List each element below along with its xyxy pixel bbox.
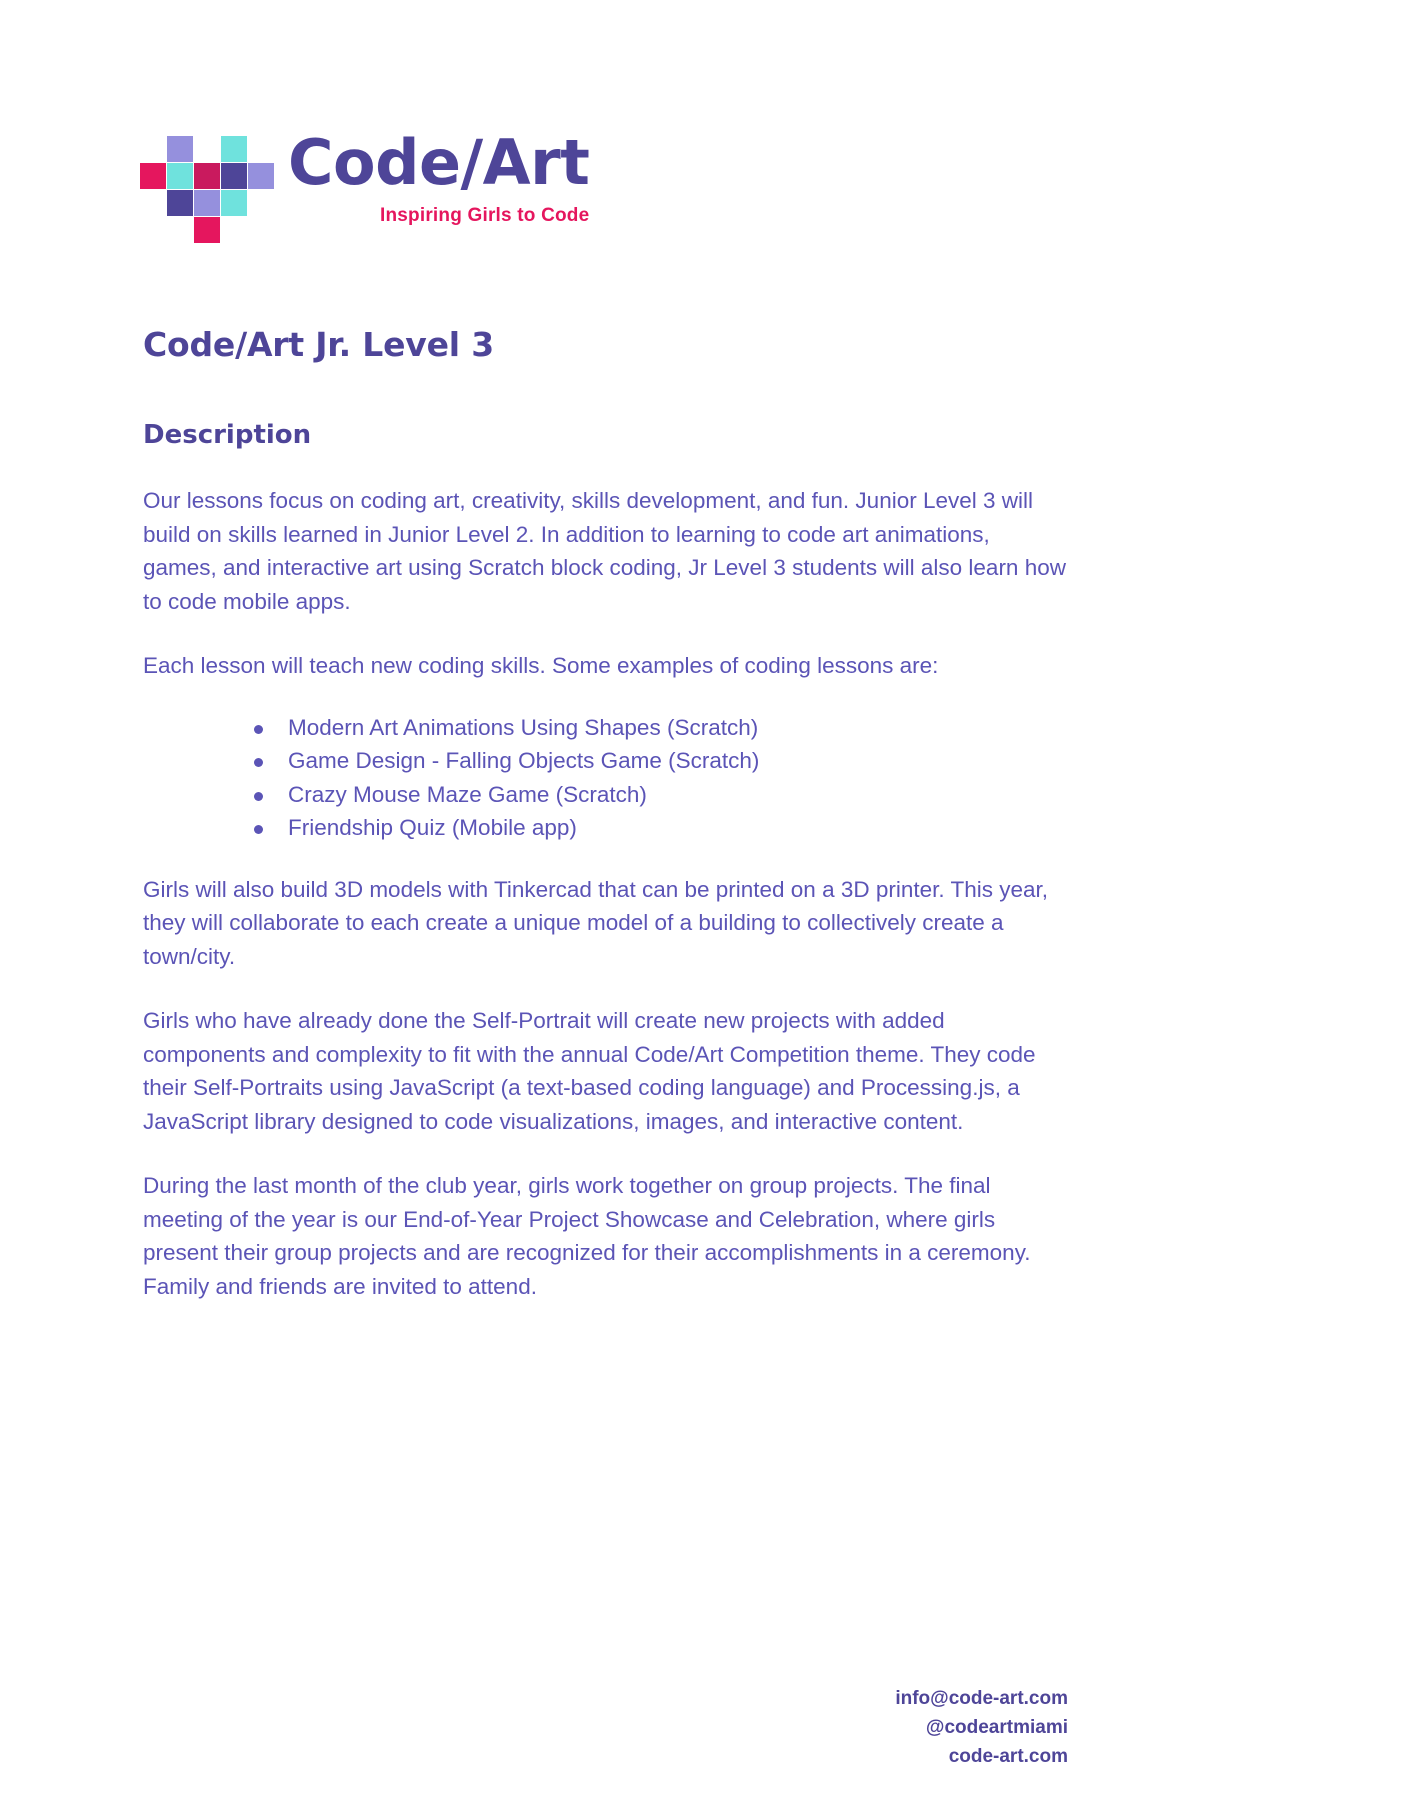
- square-r1c2: [167, 136, 193, 162]
- logo-tagline-text: Inspiring Girls to Code: [379, 205, 590, 226]
- section-heading-description: Description: [143, 420, 312, 450]
- bullet-dot-icon: [254, 758, 263, 767]
- paragraph-overview: Our lessons focus on coding art, creativity, skills development, and fun. Junior Level 3 will build on skills learned in Junior Level 2. In addition to learning to code art animations, games, and interactive art using Scratch block coding, Jr Level 3 students will also learn how to code mobile apps.: [143, 488, 1066, 614]
- footer-website[interactable]: code-art.com: [948, 1746, 1068, 1767]
- square-r4c3: [194, 217, 220, 243]
- square-r1c4: [221, 136, 247, 162]
- paragraph-showcase: During the last month of the club year, girls work together on group projects. The final meeting of the year is our End-of-Year Project Showcase and Celebration, where girls present their group projects and are recognized for their accomplishments in a ceremony. Family and friends are invited to attend.: [143, 1173, 1031, 1299]
- square-r2c1: [140, 163, 166, 189]
- logo-pixel-grid-icon: [140, 136, 266, 244]
- square-r3c4: [221, 190, 247, 216]
- square-r2c3: [194, 163, 220, 189]
- list-item-label: Game Design - Falling Objects Game (Scratch): [288, 748, 760, 773]
- list-item: [251, 811, 1068, 845]
- page-title: Code/Art Jr. Level 3: [143, 325, 494, 364]
- bullet-dot-icon: [254, 725, 263, 734]
- list-item-label: Modern Art Animations Using Shapes (Scratch): [288, 714, 759, 740]
- codeart-logo: [140, 128, 589, 244]
- square-r3c3: [194, 190, 220, 216]
- bullet-dot-icon: [254, 792, 263, 801]
- document-body: [143, 484, 1068, 1334]
- lesson-examples-list: [143, 711, 1068, 845]
- square-r2c5: [248, 163, 274, 189]
- list-item-label: Crazy Mouse Maze Game (Scratch): [288, 781, 647, 807]
- paragraph-tinkercad: Girls will also build 3D models with Tinkercad that can be printed on a 3D printer. This year, they will collaborate to each create a unique model of a building to collectively create a town/city.: [143, 876, 1049, 969]
- footer-social-handle[interactable]: @codeartmiami: [925, 1717, 1068, 1738]
- square-r2c4: [221, 163, 247, 189]
- footer-email[interactable]: info@code-art.com: [895, 1688, 1068, 1709]
- list-item-label: Friendship Quiz (Mobile app): [288, 815, 577, 840]
- square-r2c2: [167, 163, 193, 189]
- logo-wordmark: [288, 128, 589, 227]
- square-r3c2: [167, 190, 193, 216]
- bullet-dot-icon: [254, 825, 263, 834]
- list-item: [251, 778, 1068, 812]
- footer-contact: [895, 1684, 1068, 1771]
- list-item: [251, 711, 1068, 745]
- logo-name-text: Code/Art: [288, 126, 590, 199]
- paragraph-self-portrait: Girls who have already done the Self-Portrait will create new projects with added components and complexity to fit with the annual Code/Art Competition theme. They code their Self-Portraits using JavaScript (a text-based coding language) and Processing.js, a JavaScript library designed to code visualizations, images, and interactive content.: [143, 1008, 1036, 1134]
- paragraph-lessons-intro: Each lesson will teach new coding skills. Some examples of coding lessons are:: [143, 653, 939, 678]
- list-item: [251, 744, 1068, 778]
